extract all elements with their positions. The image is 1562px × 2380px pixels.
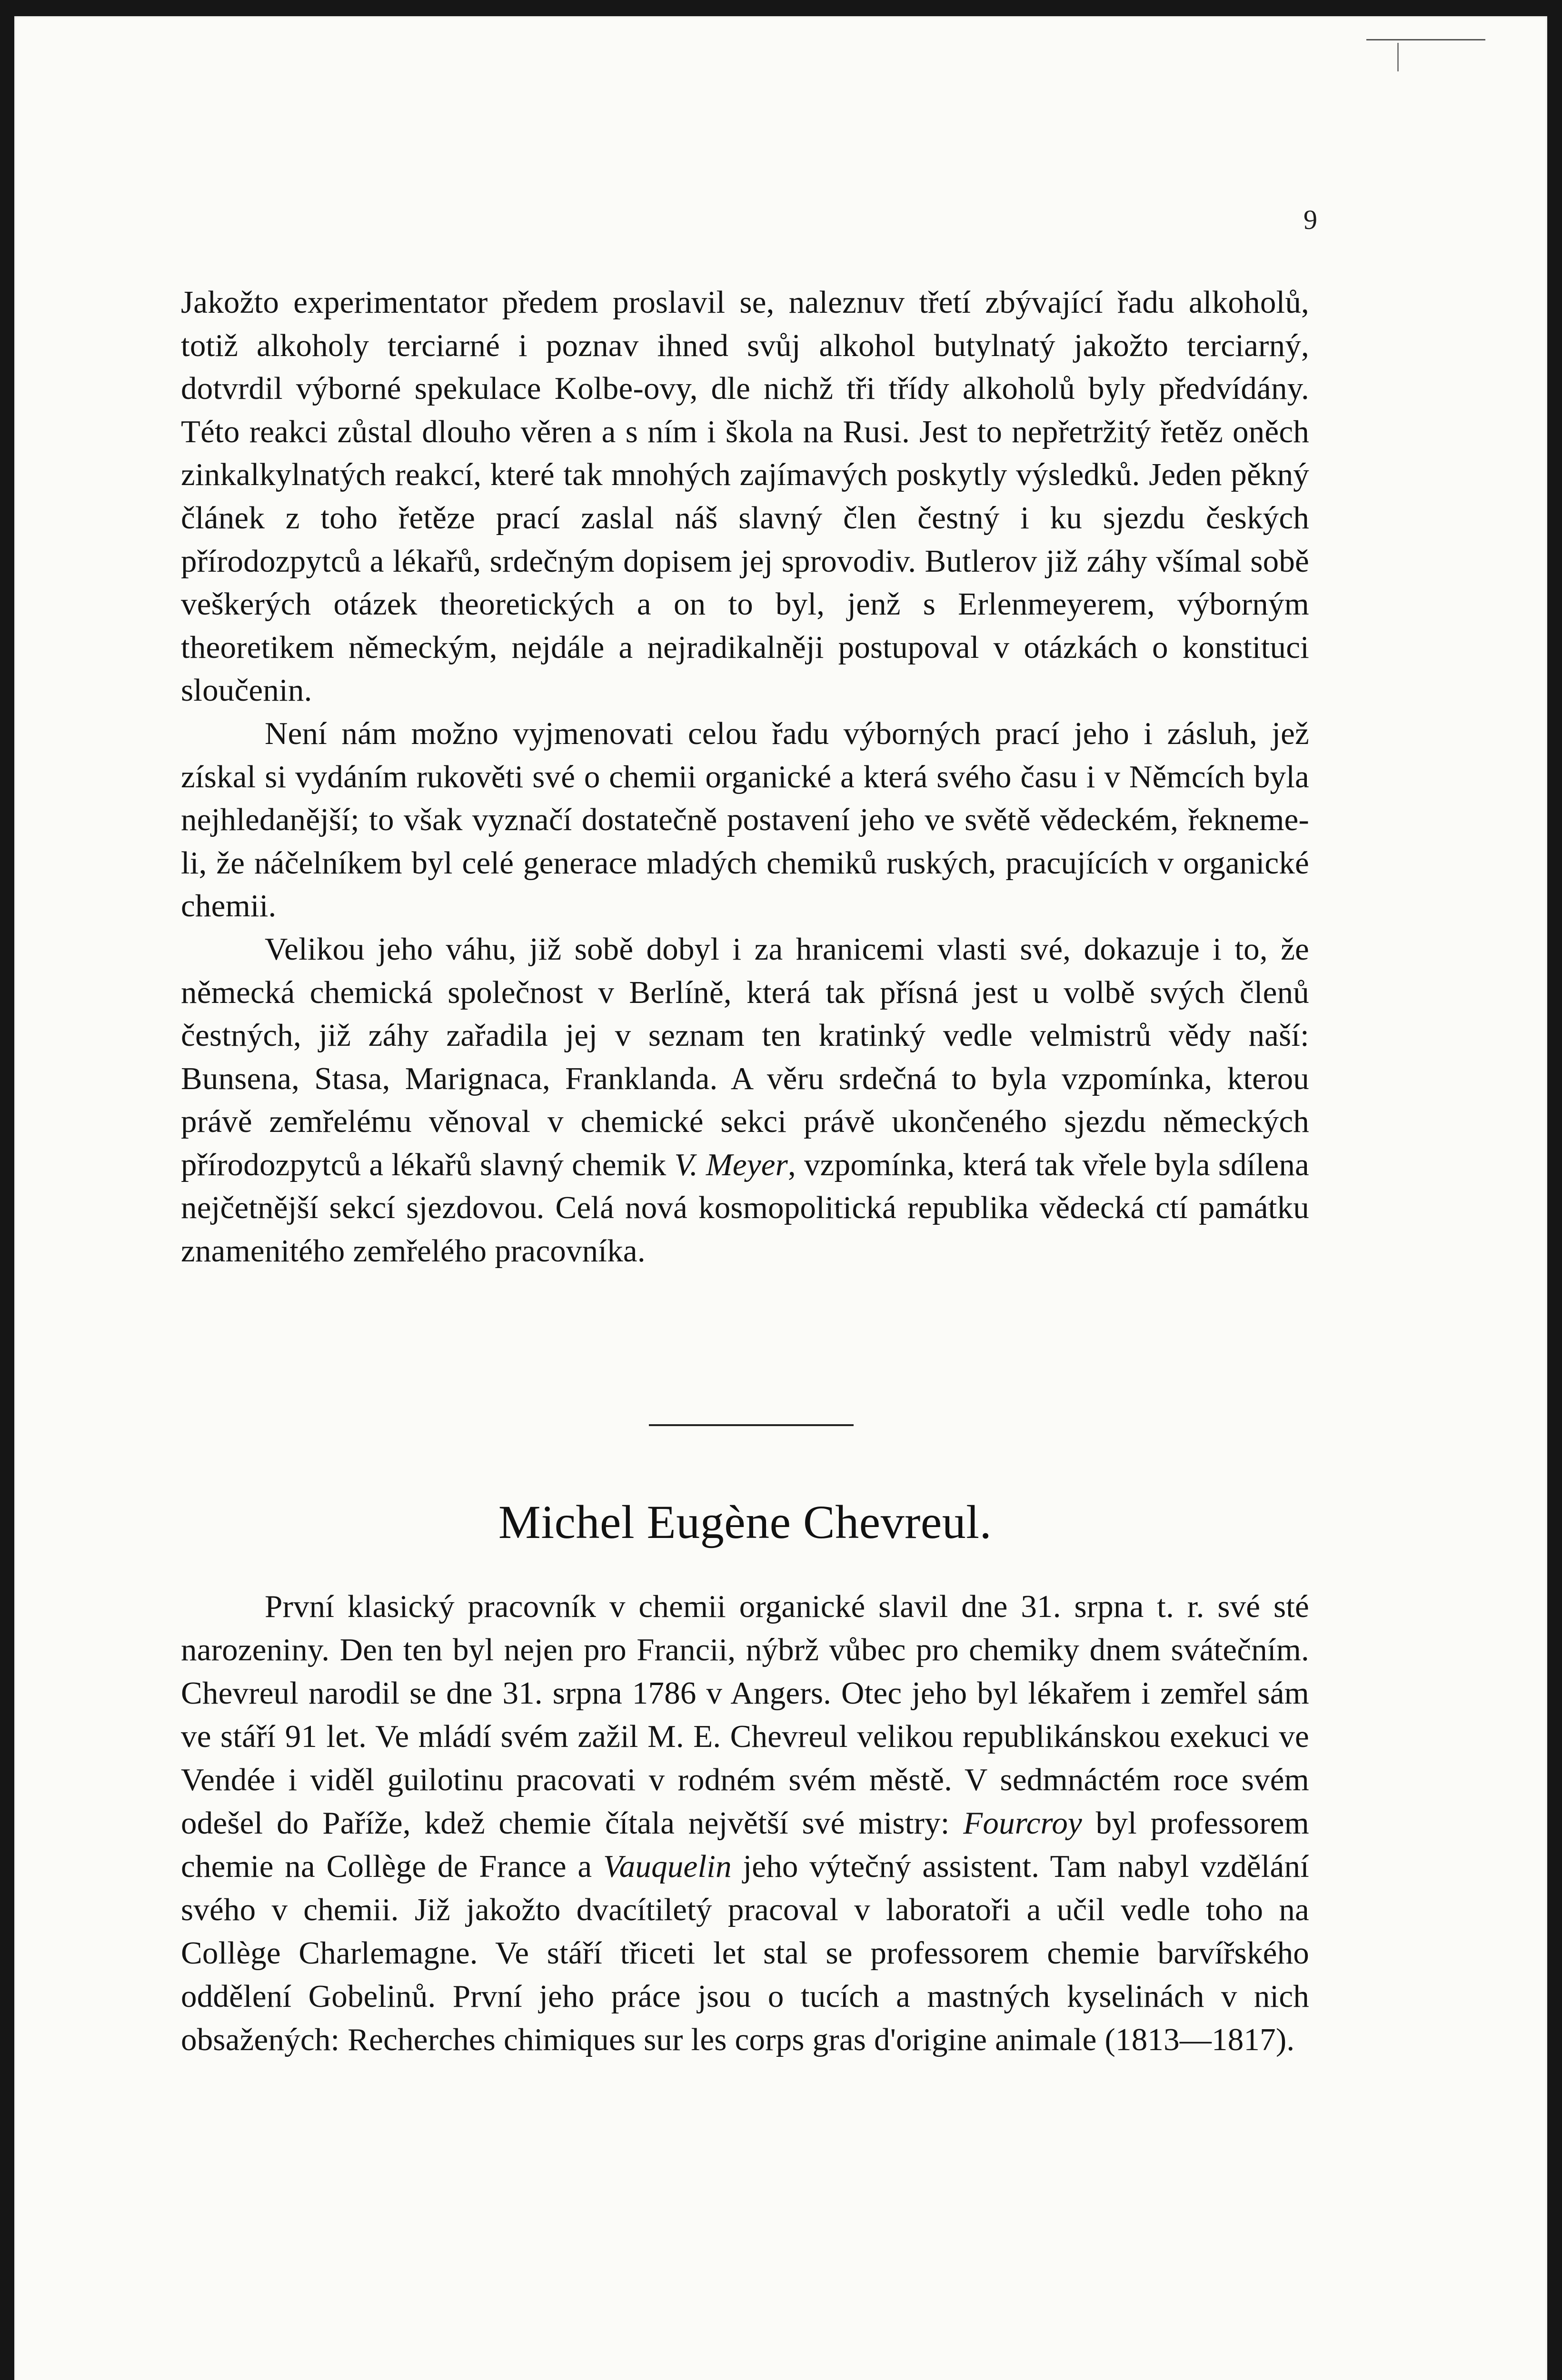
chevreul-text-a: První klasický pracovník v chemii organické slavil dne 31. srpna t. r. své sté narozeniny. Den ten byl nejen pro Francii, nýbrž vůbec pro chemiky dnem svátečním. Chevreul narodil se dne 31. srpna 1786 v Angers. Otec jeho byl lékařem i zemřel sám ve stáří 91 let. Ve mládí svém zažil M. E. Chevreul velikou republikánskou exekuci ve Vendée i viděl guilotinu pracovati v rodném svém městě. V sedmnáctém roce svém odešel do Paříže, kdež chemie čítala největší své mistry: <box>181 1589 1309 1841</box>
article-body <box>181 281 1309 1273</box>
chevreul-paragraph <box>181 1585 1309 2062</box>
page-number: 9 <box>1303 204 1317 235</box>
paragraph-1: Jakožto experimentator předem proslavil se, naleznuv třetí zbývající řadu alkoholů, totiž alkoholy terciarné i poznav ihned svůj alkohol butylnatý jakožto terciarný, dotvrdil výborné spekulace Kolbe-ovy, dle nichž tři třídy alkoholů byly předvídány. Této reakci zůstal dlouho věren a s ním i škola na Rusi. Jest to nepřetržitý řetěz oněch zinkalkylnatých reakcí, které tak mnohých zajímavých poskytly výsledků. Jeden pěkný článek z toho řetěze prací zaslal náš slavný člen čestný i ku sjezdu českých přírodozpytců a lékařů, srdečným dopisem jej sprovodiv. Butlerov již záhy všímal sobě veškerých otázek theoretických a on to byl, jenž s Erlenmeyerem, výborným theoretikem německým, nejdále a nejradikalněji postupoval v otázkách o konstituci sloučenin. <box>181 285 1309 708</box>
chevreul-text-b: byl professorem chemie na Collège de France a <box>181 1805 1309 1884</box>
paragraph-3-text-b: , vzpomínka, která tak vřele byla sdílena nejčetnější sekcí sjezdovou. Celá nová kosmopolitická republika vědecká ctí památku znamenitého zemřelého pracovníka. <box>181 1147 1309 1269</box>
paragraph-3-text-a: Velikou jeho váhu, již sobě dobyl i za hranicemi vlasti své, dokazuje i to, že německá chemická společnost v Berlíně, která tak přísná jest u volbě svých členů čestných, již záhy zařadila jej v seznam ten kratinký vedle velmistrů vědy naší: Bunsena, Stasa, Marignaca, Franklanda. A věru srdečná to byla vzpomínka, kterou právě zemřelému věnoval v chemické sekci právě ukončeného sjezdu německých přírodozpytců a lékařů slavný chemik <box>181 931 1309 1182</box>
scan-artifact-tick <box>1397 43 1399 71</box>
chevreul-section-body <box>181 1585 1309 2062</box>
paragraph-2: Není nám možno vyjmenovati celou řadu výborných prací jeho i zásluh, jež získal si vydáním rukověti své o chemii organické a která svého času i v Němcích byla nejhledanější; to však vyznačí dostatečně postavení jeho ve světě vědeckém, řekneme-li, že náčelníkem byl celé generace mladých chemiků ruských, pracujících v organické chemii. <box>181 715 1309 924</box>
name-fourcroy: Fourcroy <box>963 1805 1082 1841</box>
scan-artifact-line <box>1366 39 1485 40</box>
name-vauquelin: Vauquelin <box>603 1849 732 1884</box>
chevreul-text-c: jeho výtečný assistent. Tam nabyl vzdělání svého v chemii. Již jakožto dvacítiletý pracoval v laboratoři a učil vedle toho na Collège Charlemagne. Ve stáří třiceti let stal se professorem chemie barvířského oddělení Gobelinů. První jeho práce jsou o tucích a mastných kyselinách v nich obsažených: Recherches chimiques sur les corps gras d'origine animale (1813—1817). <box>181 1849 1309 2057</box>
section-divider <box>649 1424 854 1426</box>
section-title: Michel Eugène Chevreul. <box>498 1496 992 1548</box>
paragraph-3 <box>181 928 1309 1273</box>
name-v-meyer: V. Meyer <box>674 1147 788 1182</box>
